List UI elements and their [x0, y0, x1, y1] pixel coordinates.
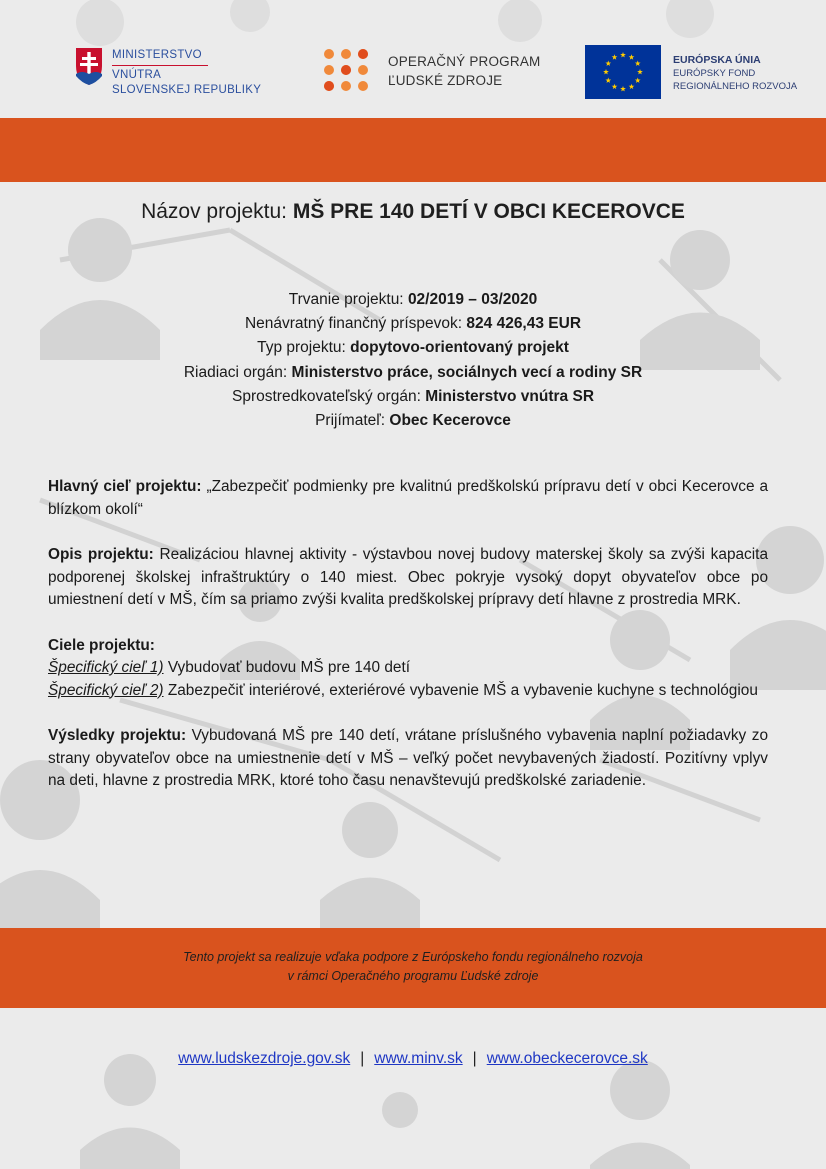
info-value: 824 426,43 EUR: [466, 315, 582, 333]
link-ludskezdroje[interactable]: www.ludskezdroje.gov.sk: [178, 1050, 351, 1067]
funding-note-line-2: v rámci Operačného programu Ľudské zdroje: [287, 969, 539, 983]
ministry-logo-line-2: VNÚTRA: [112, 69, 162, 81]
goals-heading: Ciele projektu:: [48, 636, 155, 654]
funding-note-line-1: Tento projekt sa realizuje vďaka podpore z Európskeho fondu regionálneho rozvoja: [183, 950, 643, 964]
link-separator: |: [360, 1050, 365, 1067]
operational-programme-logo: [322, 46, 542, 96]
info-value: Ministerstvo práce, sociálnych vecí a rodiny SR: [291, 363, 643, 381]
dots-grid-icon: [322, 48, 372, 92]
top-orange-band: [0, 118, 826, 182]
eu-flag-logo: [585, 45, 815, 101]
eu-logo-line-3: REGIONÁLNEHO ROZVOJA: [673, 81, 798, 92]
funding-note: [0, 948, 826, 986]
info-row: [0, 409, 826, 433]
link-minv[interactable]: www.minv.sk: [374, 1050, 463, 1067]
ministry-logo-line-3: SLOVENSKEJ REPUBLIKY: [112, 83, 262, 96]
goal-text: Zabezpečiť interiérové, exteriérové vybavenie MŠ a vybavenie kuchyne s technológiou: [167, 681, 758, 699]
goal-text: Vybudovať budovu MŠ pre 140 detí: [167, 659, 411, 676]
description-text: Realizáciou hlavnej aktivity - výstavbou novej budovy materskej školy sa zvýši kapacita podporenej školskej infraštruktúry o 140 miest. Obec pokryje vysoký dopyt obyvateľov obce po umiestnení detí v MŠ, čím sa priamo zvýši kvalita predškolskej prípravy detí hlavne z prostredia MRK.: [48, 546, 769, 608]
info-label: Riadiaci orgán:: [183, 363, 288, 381]
info-value: Obec Kecerovce: [389, 412, 511, 430]
info-row: [0, 385, 826, 409]
info-row: [0, 312, 826, 336]
main-goal-paragraph: [48, 476, 768, 521]
eu-logo-line-2: EURÓPSKY FOND: [673, 68, 756, 79]
info-label: Nenávratný finančný príspevok:: [244, 315, 463, 333]
project-title-prefix: Názov projektu:: [141, 200, 287, 223]
op-logo-line-1: OPERAČNÝ PROGRAM: [388, 54, 541, 69]
info-row: [0, 336, 826, 360]
info-value: dopytovo-orientovaný projekt: [350, 339, 569, 357]
goal-label: Špecifický cieľ 1): [48, 659, 164, 676]
project-info: [0, 288, 826, 433]
description-paragraph: [48, 544, 768, 612]
slovak-coat-of-arms-icon: [74, 46, 104, 86]
results-label: Výsledky projektu:: [48, 727, 187, 744]
footer-links: [0, 1050, 826, 1068]
info-label: Trvanie projektu:: [288, 291, 404, 308]
goal-item: [48, 657, 768, 680]
info-value: 02/2019 – 03/2020: [407, 291, 538, 308]
info-label: Sprostredkovateľský orgán:: [231, 387, 421, 405]
ministry-logo: [74, 44, 304, 104]
info-label: Typ projektu:: [257, 339, 346, 357]
info-row: [0, 361, 826, 385]
goals-section: [48, 635, 768, 703]
project-title-name: MŠ PRE 140 DETÍ V OBCI KECEROVCE: [292, 200, 685, 223]
results-paragraph: [48, 725, 768, 793]
bottom-orange-band: [0, 928, 826, 1008]
link-obeckecerovce[interactable]: www.obeckecerovce.sk: [486, 1050, 648, 1067]
goal-label: Špecifický cieľ 2): [48, 681, 164, 699]
results-text: Vybudovaná MŠ pre 140 detí, vrátane príslušného vybavenia naplní požiadavky zo strany obyvateľov obce na umiestnenie detí v MŠ – veľký počet nevybavených žiadostí. Pozitívny vplyv na deti, hlavne z prostredia MRK, ktoré toho času nenavštevujú predškolské zariadenie.: [48, 727, 768, 789]
description-label: Opis projektu:: [48, 546, 154, 563]
main-goal-text: „Zabezpečiť podmienky pre kvalitnú predškolskú prípravu detí v obci Kecerovce a blízkom okolí“: [48, 478, 769, 518]
info-row: [0, 288, 826, 312]
eu-flag-icon: [585, 45, 661, 99]
main-goal-label: Hlavný cieľ projektu:: [48, 478, 202, 495]
eu-logo-line-1: EURÓPSKA ÚNIA: [673, 54, 761, 66]
goal-item: [48, 680, 768, 703]
project-title: [0, 200, 826, 224]
info-label: Prijímateľ:: [315, 412, 386, 430]
info-value: Ministerstvo vnútra SR: [425, 387, 595, 405]
ministry-logo-line-1: MINISTERSTVO: [112, 49, 202, 61]
project-body: [48, 476, 768, 816]
op-logo-line-2: ĽUDSKÉ ZDROJE: [388, 73, 503, 88]
link-separator: |: [472, 1050, 477, 1067]
